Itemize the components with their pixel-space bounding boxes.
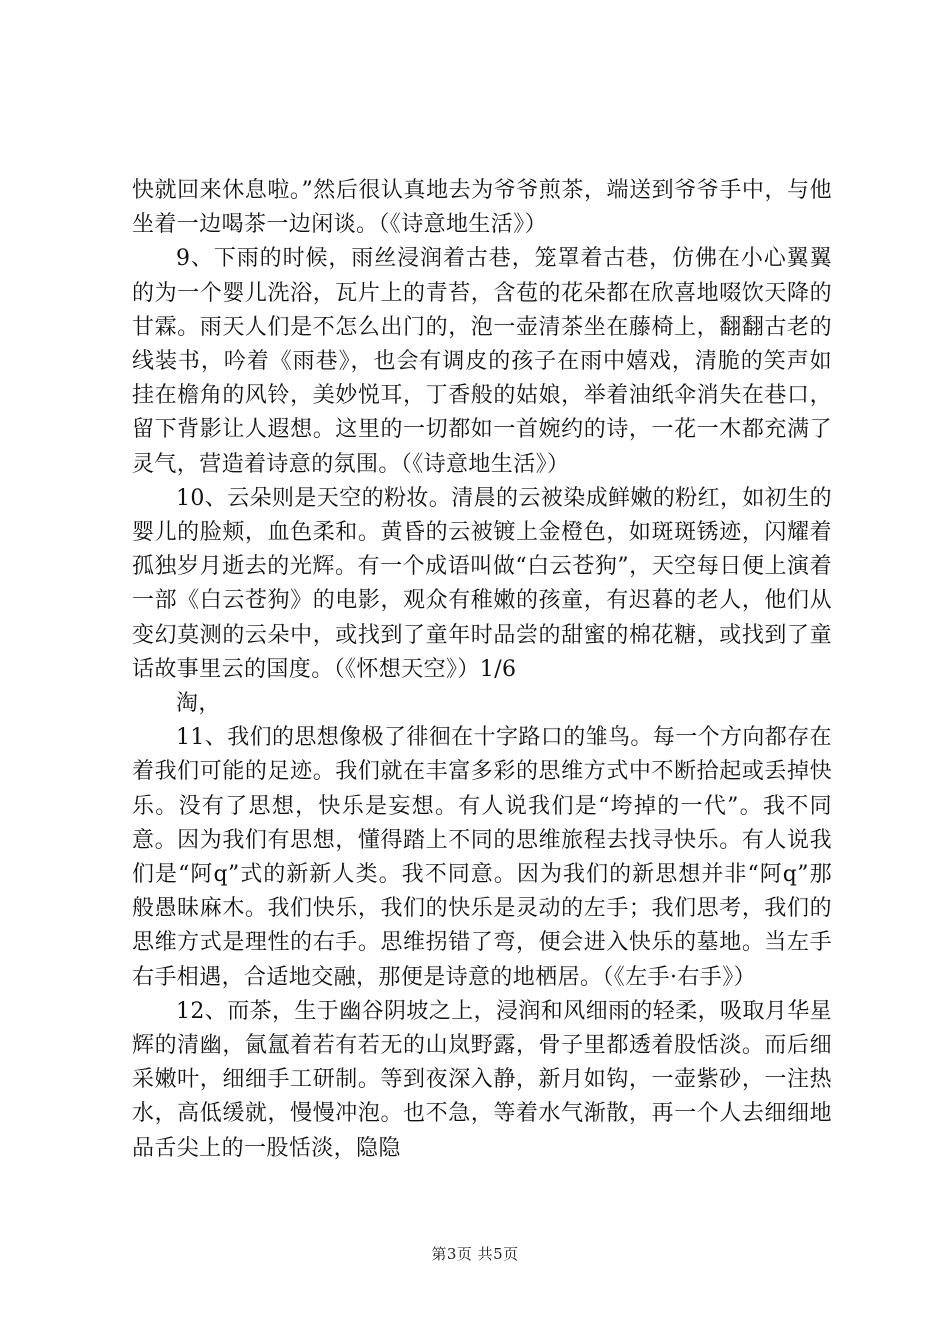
paragraph-11: 11、我们的思想像极了徘徊在十字路口的雏鸟。每一个方向都存在着我们可能的足迹。我们就在丰富多彩的思维方式中不断拾起或丢掉快乐。没有了思想，快乐是妄想。有人说我们是“垮掉的一代”。我不同意。因为我们有思想，懂得踏上不同的思维旅程去找寻快乐。有人说我们是“阿q”式的新新人类。我不同意。因为我们的新思想并非“阿q”那般愚昧麻木。我们快乐，我们的快乐是灵动的左手；我们思考，我们的思维方式是理性的右手。思维拐错了弯，便会进入快乐的墓地。当左手右手相遇，合适地交融，那便是诗意的地栖居。（《左手·右手》） (132, 725, 832, 990)
paragraph-9: 9、下雨的时候，雨丝浸润着古巷，笼罩着古巷，仿佛在小心翼翼的为一个婴儿洗浴，瓦片上的青苔，含苞的花朵都在欣喜地啜饮天降的甘霖。雨天人们是不怎么出门的，泡一壶清茶坐在藤椅上，翻翻古老的线装书，吟着《雨巷》，也会有调皮的孩子在雨中嬉戏，清脆的笑声如挂在檐角的风铃，美妙悦耳，丁香般的姑娘，举着油纸伞消失在巷口，留下背影让人遐想。这里的一切都如一首婉约的诗，一花一木都充满了灵气，营造着诗意的氛围。（《诗意地生活》） (132, 246, 832, 477)
paragraph-fragment: 淘， (176, 691, 221, 717)
document-body (132, 174, 832, 1166)
paragraph-12: 12、而茶，生于幽谷阴坡之上，浸润和风细雨的轻柔，吸取月华星辉的清幽，氤氲着若有若无的山岚野露，骨子里都透着股恬淡。而后细采嫩叶，细细手工研制。等到夜深入静，新月如钩，一壶紫砂，一注热水，高低缓就，慢慢冲泡。也不急，等着水气渐散，再一个人去细细地品舌尖上的一股恬淡，隐隐 (132, 998, 832, 1161)
paragraph-10: 10、云朵则是天空的粉妆。清晨的云被染成鲜嫩的粉红，如初生的婴儿的脸颊，血色柔和。黄昏的云被镀上金橙色，如斑斑锈迹，闪耀着孤独岁月逝去的光辉。有一个成语叫做“白云苍狗”，天空每日便上演着一部《白云苍狗》的电影，观众有稚嫩的孩童，有迟暮的老人，他们从变幻莫测的云朵中，或找到了童年时品尝的甜蜜的棉花糖，或找到了童话故事里云的国度。（《怀想天空》）1/6 (132, 485, 832, 682)
page-footer: 第3页 共5页 (431, 1245, 519, 1263)
paragraph-continued: 快就回来休息啦。”然后很认真地去为爷爷煎茶，端送到爷爷手中，与他坐着一边喝茶一边闲谈。（《诗意地生活》） (132, 178, 832, 238)
